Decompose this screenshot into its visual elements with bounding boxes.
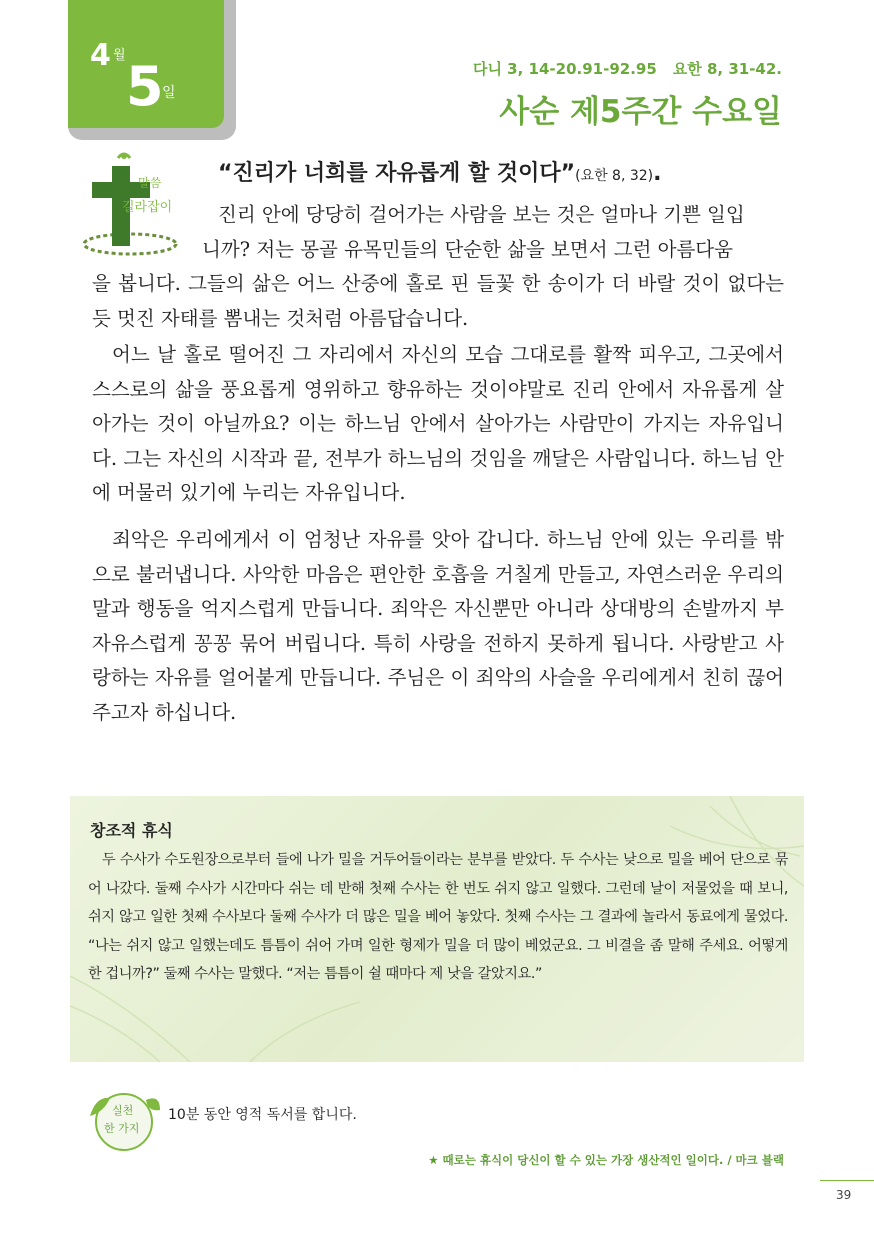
word-guide-label-2: 길라잡이 (122, 200, 173, 215)
paragraph-1-line-1: 진리 안에 당당히 걸어가는 사람을 보는 것은 얼마나 기쁜 일입 (218, 203, 745, 226)
page-divider (820, 1180, 874, 1181)
reading-gospel: 요한 8, 31-42. (672, 60, 782, 78)
paragraph-1-rest: 을 봅니다. 그들의 삶은 어느 산중에 홀로 핀 들꽃 한 송이가 더 바랄 것이 없다는 듯 멋진 자태를 뽐내는 것처럼 아름답습니다. (92, 272, 784, 330)
quote-end: . (653, 161, 662, 186)
practice-label-1: 실천 (112, 1104, 134, 1117)
paragraph-1 (92, 198, 784, 336)
quote-footnote: ★ 때로는 휴식이 당신이 할 수 있는 가장 생산적인 일이다. / 마크 블랙 (428, 1153, 784, 1167)
paragraph-2: 어느 날 홀로 떨어진 그 자리에서 자신의 모습 그대로를 활짝 피우고, 그곳에서 스스로의 삶을 풍요롭게 영위하고 향유하는 것이야말로 진리 안에서 자유롭게 살아가는 것이 아닐까요? 이는 하느님 안에서 살아가는 사람만이 가지는 자유입니다. 그는 자신의 시작과 끝, 전부가 하느님의 것임을 깨달은 사람입니다. 하느님 안에 머물러 있기에 누리는 자유입니다. (92, 343, 784, 504)
word-guide-label-1: 말씀 (138, 176, 162, 190)
rest-story: 두 수사가 수도원장으로부터 들에 나가 밀을 거두어들이라는 분부를 받았다. 두 수사는 낮으로 밀을 베어 단으로 묶어 나갔다. 둘째 수사가 시간마다 쉬는 데 반해 첫째 수사는 한 번도 쉬지 않고 일했다. 그런데 날이 저물었을 때 보니, 쉬지 않고 일한 첫째 수사보다 둘째 수사가 더 많은 밀을 베어 놓았다. 첫째 수사는 그 결과에 놀라서 동료에게 물었다. “나는 쉬지 않고 일했는데도 틈틈이 쉬어 가며 일한 형제가 밀을 더 많이 베었군요. 그 비결을 좀 말해 주세요. 어떻게 한 겁니까?” 둘째 수사는 말했다. “저는 틈틈이 쉴 때마다 제 낫을 갈았지요.” (88, 852, 788, 982)
page-number: 39 (836, 1188, 852, 1202)
paragraph-3: 죄악은 우리에게서 이 엄청난 자유를 앗아 갑니다. 하느님 안에 있는 우리를 밖으로 불러냅니다. 사악한 마음은 편안한 호흡을 거칠게 만들고, 자연스러운 우리의 말과 행동을 억지스럽게 만듭니다. 죄악은 자신뿐만 아니라 상대방의 손발까지 부자유스럽게 꽁꽁 묶어 버립니다. 특히 사랑을 전하지 못하게 됩니다. 사랑받고 사랑하는 자유를 얼어붙게 만듭니다. 주님은 이 죄악의 사슬을 우리에게서 친히 끊어 주고자 하십니다. (92, 528, 784, 724)
rest-title: 창조적 휴식 (90, 821, 173, 840)
reading-first: 다니 3, 14-20.91-92.95 (472, 60, 657, 78)
paragraph-1-line-2: 니까? 저는 몽골 유목민들의 단순한 삶을 보면서 그런 아름다움 (202, 237, 733, 261)
liturgical-day-title: 사순 제5주간 수요일 (499, 94, 782, 130)
quote-reference: (요한 8, 32) (575, 168, 654, 184)
date-badge-green (68, 0, 224, 128)
leaf-icon (84, 1086, 164, 1152)
practice-label-2: 한 가지 (104, 1122, 140, 1135)
day-number: 5 (126, 55, 164, 118)
day-label: 일 (162, 85, 176, 101)
scripture-readings (473, 58, 782, 79)
scripture-quote (218, 156, 662, 187)
date-badge (68, 0, 236, 140)
practice-text: 10분 동안 영적 독서를 합니다. (168, 1107, 357, 1123)
month-number: 4 (90, 38, 111, 73)
quote-text: “진리가 너희를 자유롭게 할 것이다” (218, 161, 576, 186)
month-label: 월 (113, 48, 126, 63)
creative-rest-box (70, 796, 804, 1062)
